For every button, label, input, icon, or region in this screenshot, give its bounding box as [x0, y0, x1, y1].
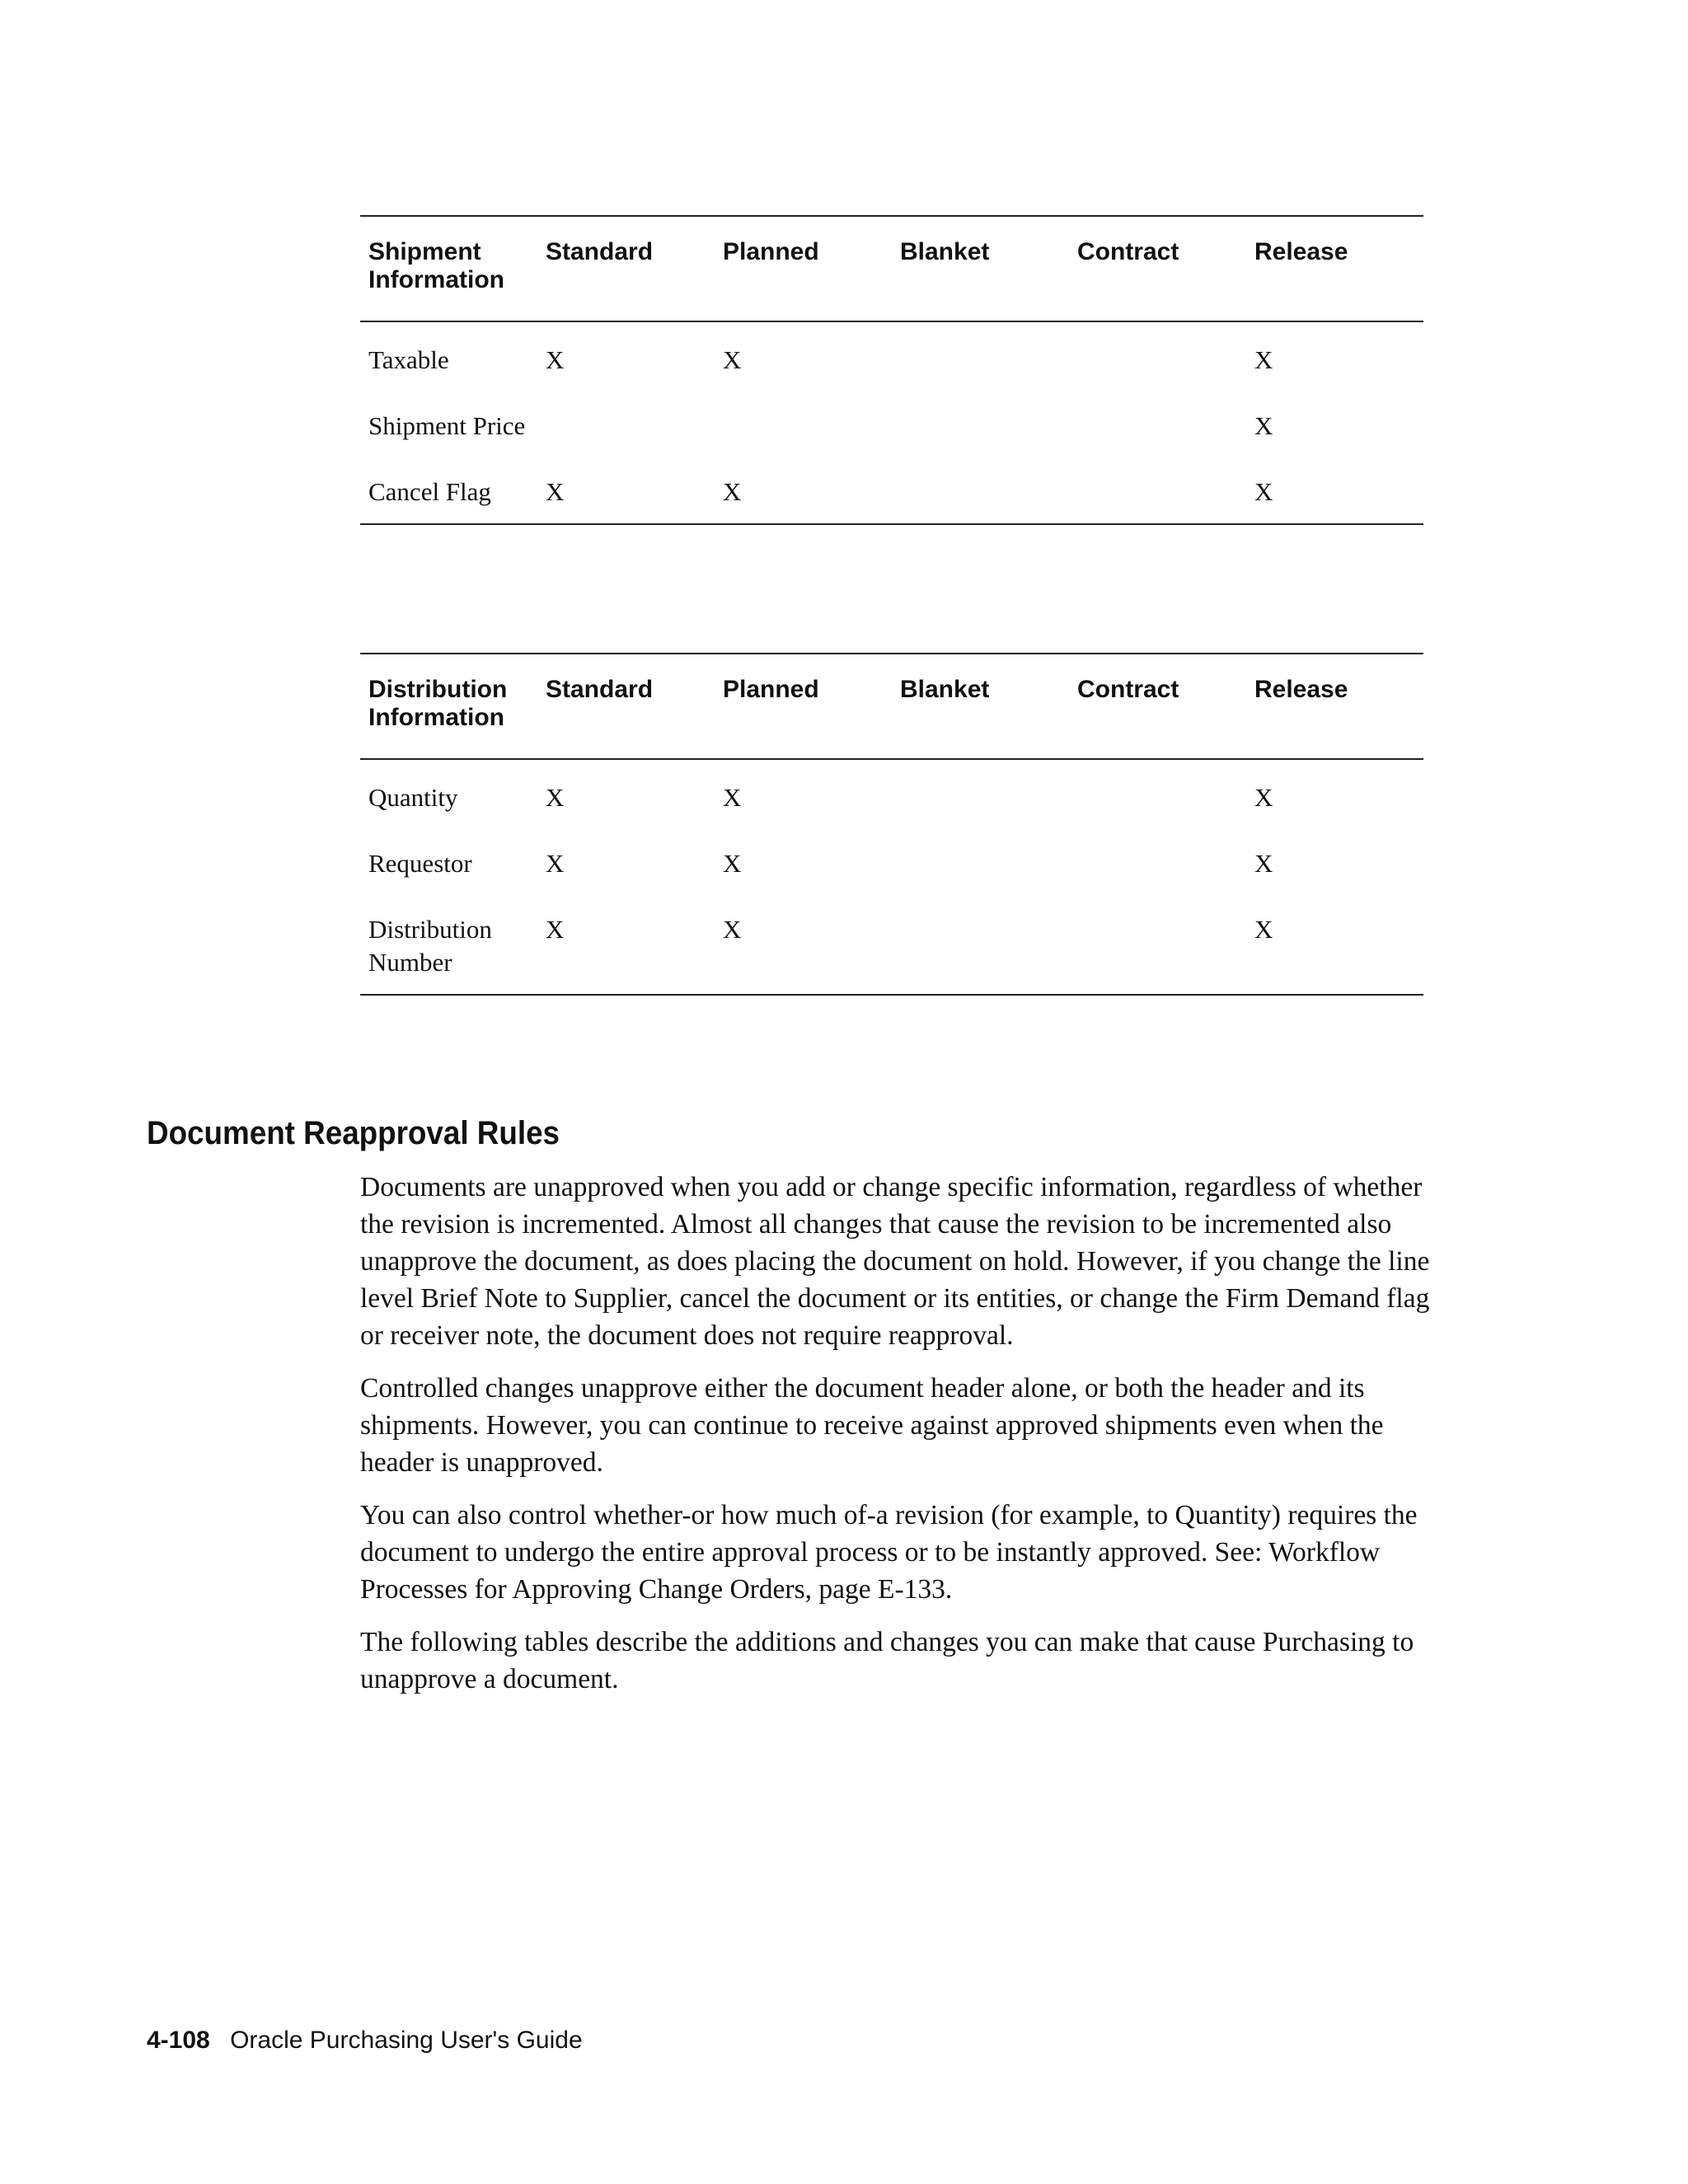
- table-cell: [892, 826, 1069, 892]
- table-cell: Shipment Price: [368, 411, 526, 440]
- column-header: Planned: [723, 238, 819, 265]
- table-cell: X: [723, 783, 742, 812]
- guide-title: Oracle Purchasing User's Guide: [230, 2027, 583, 2054]
- table-cell: X: [1254, 477, 1273, 506]
- table-row: [360, 388, 1423, 454]
- column-header: Distribution Information: [368, 676, 508, 731]
- table-cell: X: [723, 345, 742, 374]
- table-cell: X: [723, 849, 742, 878]
- table-cell: X: [1254, 915, 1273, 944]
- paragraph: Documents are unapproved when you add or change specific information, regardless of whether the revision is incremented. Almost all changes that cause the revision to be incremented also unapprove the document, as does placing the document on hold. However, if you change the line level Brief Note to Supplier, cancel the document or its entities, or change the Firm Demand flag or receiver note, the document does not require reapproval.: [360, 1172, 1430, 1351]
- shipment-information-table: [360, 215, 1423, 525]
- column-header: Release: [1254, 676, 1348, 703]
- table-cell: [892, 892, 1069, 995]
- table-cell: [537, 388, 715, 454]
- table-cell: Distribution Number: [368, 915, 492, 977]
- paragraph: The following tables describe the additions and changes you can make that cause Purchasing to unapprove a document.: [360, 1627, 1414, 1694]
- table-cell: X: [546, 477, 565, 506]
- table-row: [360, 759, 1423, 826]
- table-cell: X: [1254, 345, 1273, 374]
- page-number: 4-108: [147, 2027, 210, 2054]
- table-row: [360, 454, 1423, 524]
- column-header: Standard: [546, 676, 654, 703]
- table-cell: [1069, 321, 1246, 388]
- column-header: Release: [1254, 238, 1348, 265]
- table-cell: X: [723, 915, 742, 944]
- table-row: [360, 826, 1423, 892]
- table-cell: Cancel Flag: [368, 477, 491, 506]
- section-body: [360, 1169, 1432, 1713]
- table-row: [360, 321, 1423, 388]
- table-cell: X: [1254, 411, 1273, 440]
- table-cell: [1069, 826, 1246, 892]
- column-header: Blanket: [900, 676, 990, 703]
- table-cell: Requestor: [368, 849, 472, 878]
- paragraph: You can also control whether-or how much of-a revision (for example, to Quantity) requires the document to undergo the entire approval process or to be instantly approved. See: Workflow Processes for Approving Change Orders, page E-133.: [360, 1500, 1418, 1605]
- table-cell: Taxable: [368, 345, 449, 374]
- page-footer: [147, 2026, 583, 2055]
- table-cell: [1069, 759, 1246, 826]
- column-header: Planned: [723, 676, 819, 703]
- table-cell: [1069, 454, 1246, 524]
- paragraph: Controlled changes unapprove either the document header alone, or both the header and its shipments. However, you can continue to receive against approved shipments even when the header is unapproved.: [360, 1373, 1384, 1478]
- column-header: Contract: [1077, 238, 1179, 265]
- table-cell: [892, 321, 1069, 388]
- table-header-row: [360, 216, 1423, 321]
- table-cell: [715, 388, 892, 454]
- table-cell: X: [546, 345, 565, 374]
- table-cell: X: [1254, 783, 1273, 812]
- table-cell: [1069, 892, 1246, 995]
- section-heading: Document Reapproval Rules: [147, 1115, 560, 1151]
- table-cell: X: [546, 783, 565, 812]
- table-row: [360, 892, 1423, 995]
- table-cell: Quantity: [368, 783, 458, 812]
- table-cell: [892, 388, 1069, 454]
- table-cell: [892, 759, 1069, 826]
- table-cell: [892, 454, 1069, 524]
- column-header: Standard: [546, 238, 654, 265]
- table-cell: X: [546, 849, 565, 878]
- column-header: Blanket: [900, 238, 990, 265]
- table-cell: X: [1254, 849, 1273, 878]
- column-header: Contract: [1077, 676, 1179, 703]
- table-cell: [1069, 388, 1246, 454]
- distribution-information-table: [360, 653, 1423, 996]
- column-header: Shipment Information: [368, 238, 504, 293]
- table-cell: X: [723, 477, 742, 506]
- table-cell: X: [546, 915, 565, 944]
- table-header-row: [360, 654, 1423, 759]
